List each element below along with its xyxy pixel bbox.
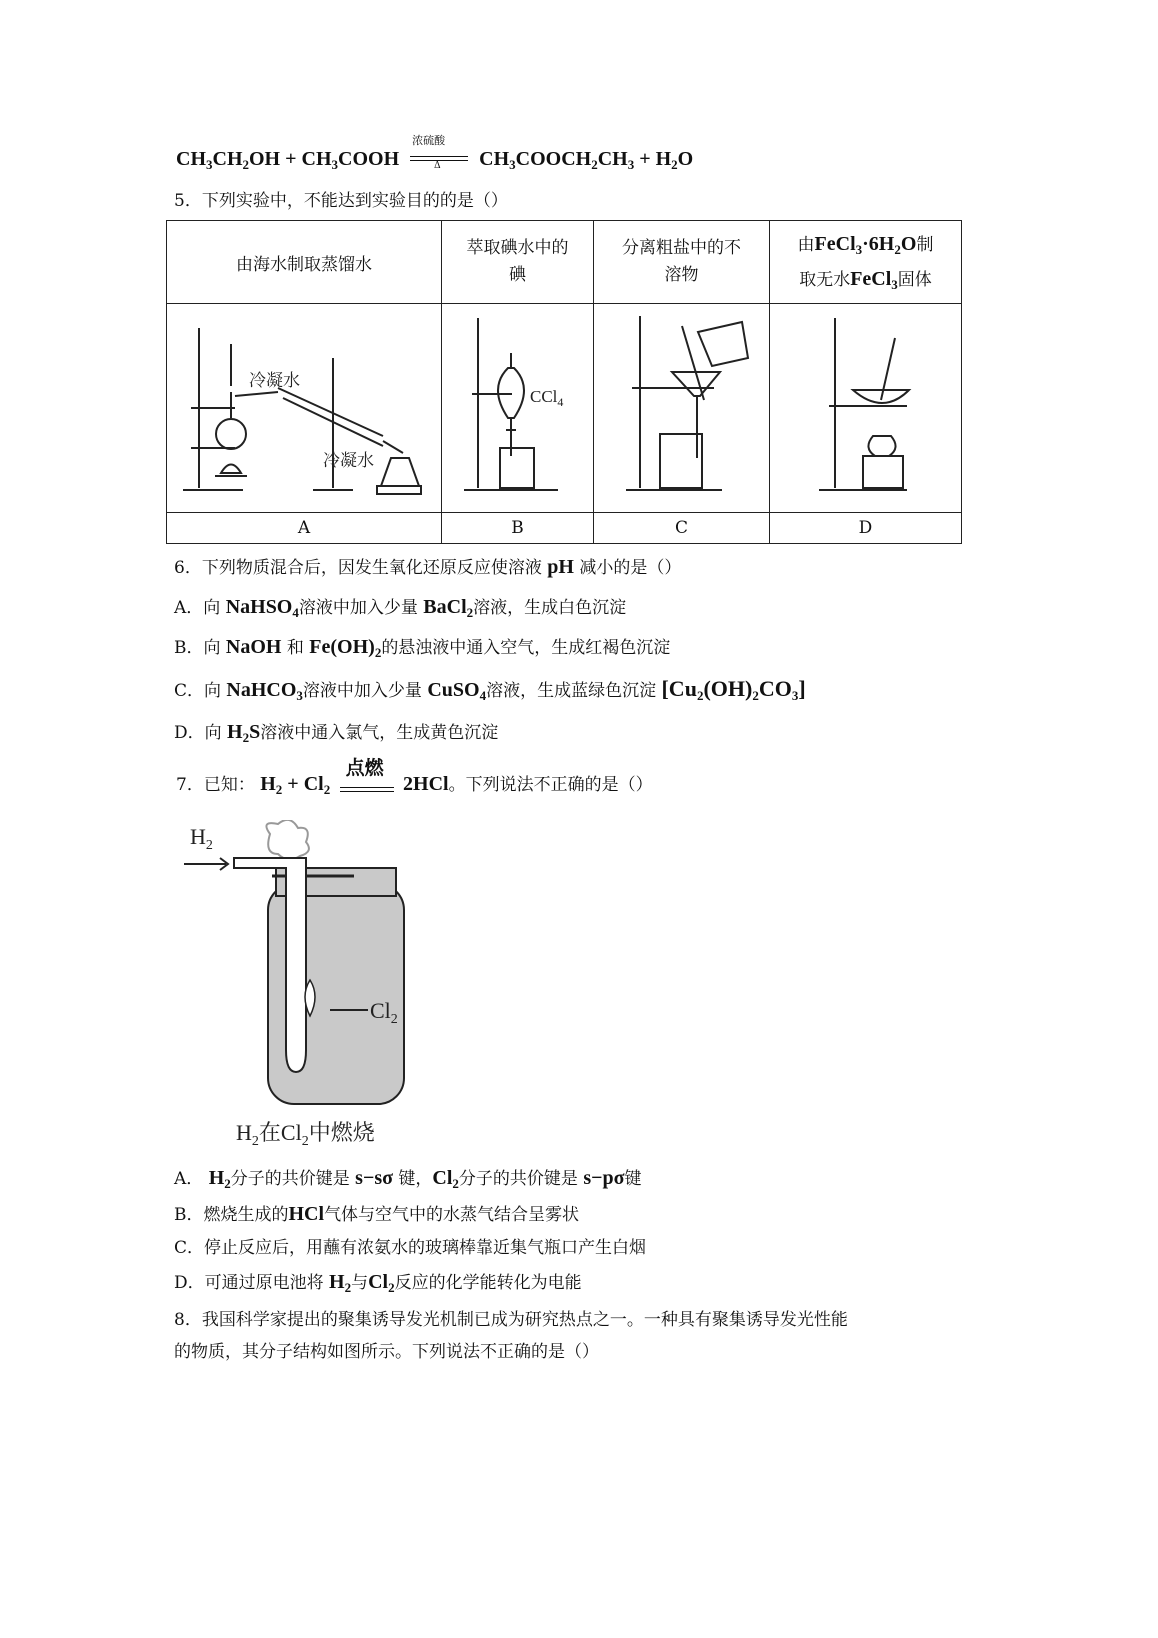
figure-c-filtration	[594, 304, 770, 513]
distillation-apparatus	[173, 308, 435, 504]
q6-stem: 6．下列物质混合后，因发生氧化还原反应使溶液 pH 减小的是（）	[174, 556, 682, 578]
q8-stem-line1: 8．我国科学家提出的聚集诱导发光机制已成为研究热点之一。一种具有聚集诱导发光性能	[174, 1310, 848, 1330]
ignition-condition: 点燃	[340, 777, 394, 797]
q6-option-c: C．向 NaHCO$_3$溶液中加入少量 CuSO$_4$溶液，生成蓝绿色沉淀 $[Cu_2(OH)_2CO_3]$	[174, 676, 806, 703]
condenser-water-in-label: 冷凝水	[249, 370, 300, 391]
figure-caption: $H_2$在$Cl_2$中燃烧	[236, 1120, 375, 1149]
q7-option-b: B．燃烧生成的HCl气体与空气中的水蒸气结合呈雾状	[174, 1203, 580, 1225]
q7-option-c: C．停止反应后，用蘸有浓氨水的玻璃棒靠近集气瓶口产生白烟	[174, 1238, 647, 1258]
head-a: 由海水制取蒸馏水	[167, 221, 442, 304]
q6-option-d: D．向 $H_2S$溶液中通入氯气，生成黄色沉淀	[174, 721, 499, 745]
q7-option-d: D．可通过原电池将 $H_2$与$Cl_2$反应的化学能转化为电能	[174, 1271, 582, 1295]
heat-label: Δ	[434, 160, 441, 171]
head-b: 萃取碘水中的 碘	[442, 221, 594, 304]
q5-stem: 5．下列实验中，不能达到实验目的的是（）	[174, 191, 508, 211]
label-b: B	[442, 513, 594, 544]
q6-option-a: A．向 NaHSO$_4$溶液中加入少量 BaCl$_2$溶液，生成白色沉淀	[174, 596, 627, 620]
q7-stem: 7．已知： $H_2 + Cl_2$ 点燃 2HCl。下列说法不正确的是（）	[176, 757, 653, 797]
esterification-equation: $CH_3CH_2OH$ + $CH_3COOH$ 浓硫酸 Δ $CH_3COOCH_2CH_3 + H_2O$	[176, 146, 693, 171]
figure-b-extraction	[442, 304, 594, 513]
q6-option-b: B．向 NaOH 和 $Fe(OH)_2$的悬浊液中通入空气，生成红褐色沉淀	[174, 636, 671, 660]
head-d: 由$FeCl_3\cdot 6H_2O$制 取无水FeCl$_3$固体	[770, 221, 962, 304]
cl2-label: $Cl_2$	[370, 998, 398, 1027]
h2-burning-in-cl2-figure	[180, 820, 420, 1150]
label-d: D	[770, 513, 962, 544]
label-a: A	[167, 513, 442, 544]
filtration-apparatus	[602, 308, 762, 504]
reversible-arrow	[410, 135, 468, 171]
label-c: C	[594, 513, 770, 544]
condenser-water-out-label: 冷凝水	[323, 450, 374, 471]
evaporation-apparatus	[777, 308, 955, 504]
catalyst-label: 浓硫酸	[412, 135, 446, 147]
head-c: 分离粗盐中的不 溶物	[594, 221, 770, 304]
separatory-funnel-apparatus	[448, 308, 588, 504]
figure-d-evaporation	[770, 304, 962, 513]
figure-a-distillation	[167, 304, 442, 513]
q8-stem-line2: 的物质，其分子结构如图所示。下列说法不正确的是（）	[174, 1342, 599, 1362]
q5-experiment-table	[166, 220, 962, 544]
q7-option-a: A． $H_2$分子的共价键是 s−sσ 键，$Cl_2$分子的共价键是 s−pσ键	[174, 1167, 642, 1191]
h2-inlet-label: $H_2$	[190, 824, 213, 853]
ccl4-label: CCl$_4$	[529, 386, 563, 409]
